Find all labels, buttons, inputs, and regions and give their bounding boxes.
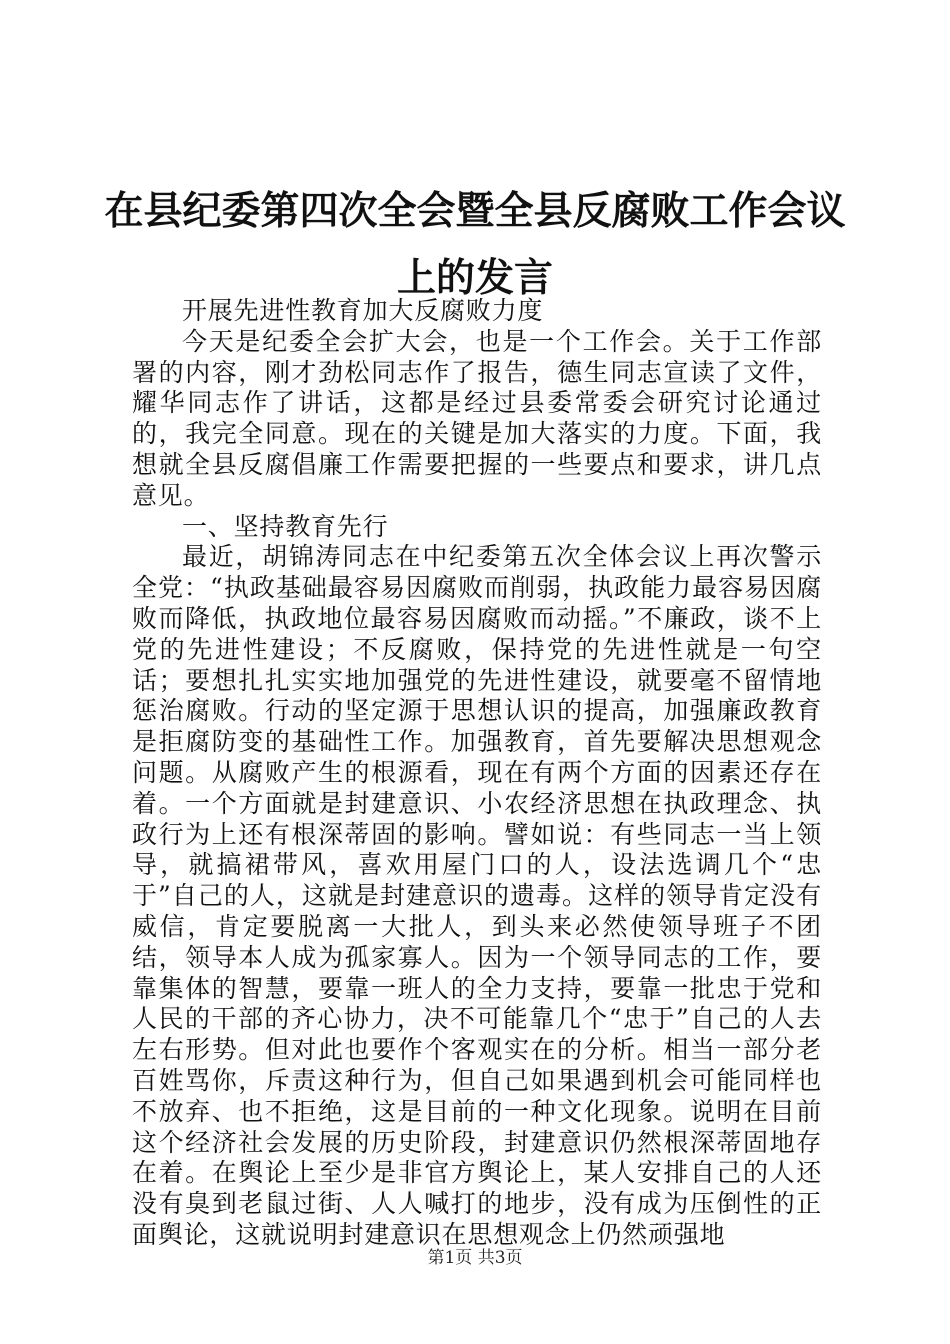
page-number-footer: 第1页 共3页 [427,1248,523,1268]
body-paragraph: 最近，胡锦涛同志在中纪委第五次全体会议上再次警示全党：“执政基础最容易因腐败而削弱，执政能力最容易因腐败而降低，执政地位最容易因腐败而动摇。”不廉政，谈不上党的先进性建设；不反腐败，保持党的先进性就是一句空话；要想扎扎实实地加强党的先进性建设，就要毫不留情地惩治腐败。行动的坚定源于思想认识的提高，加强廉政教育是拒腐防变的基础性工作。加强教育，首先要解决思想观念问题。从腐败产生的根源看，现在有两个方面的因素还存在着。一个方面就是封建意识、小农经济思想在执政理念、执政行为上还有根深蒂固的影响。譬如说：有些同志一当上领导，就搞裙带风，喜欢用屋门口的人，设法选调几个“忠于”自己的人，这就是封建意识的遗毒。这样的领导肯定没有威信，肯定要脱离一大批人，到头来必然使领导班子不团结，领导本人成为孤家寡人。因为一个领导同志的工作，要靠集体的智慧，要靠一班人的全力支持，要靠一批忠于党和人民的干部的齐心协力，决不可能靠几个“忠于”自己的人去左右形势。但对此也要作个客观实在的分析。相当一部分老百姓骂你，斥责这种行为，但自己如果遇到机会可能同样也不放弃、也不拒绝，这是目前的一种文化现象。说明在目前这个经济社会发展的历史阶段，封建意识仍然根深蒂固地存在着。在舆论上至少是非官方舆论上，某人安排自己的人还没有臭到老鼠过街、人人喊打的地步，没有成为压倒性的正面舆论，这就说明封建意识在思想观念上仍然顽强地 [132,542,822,1249]
document-title: 在县纪委第四次全会暨全县反腐败工作会议上的发言 [104,188,846,301]
document-body [132,296,822,1251]
subtitle-paragraph: 开展先进性教育加大反腐败力度 [182,296,544,325]
intro-paragraph: 今天是纪委全会扩大会，也是一个工作会。关于工作部署的内容，刚才劲松同志作了报告，德生同志宣读了文件，耀华同志作了讲话，这都是经过县委常委会研究讨论通过的，我完全同意。现在的关键是加大落实的力度。下面，我想就全县反腐倡廉工作需要把握的一些要点和要求，讲几点意见。 [132,326,822,510]
section-heading: 一、坚持教育先行 [182,511,389,541]
